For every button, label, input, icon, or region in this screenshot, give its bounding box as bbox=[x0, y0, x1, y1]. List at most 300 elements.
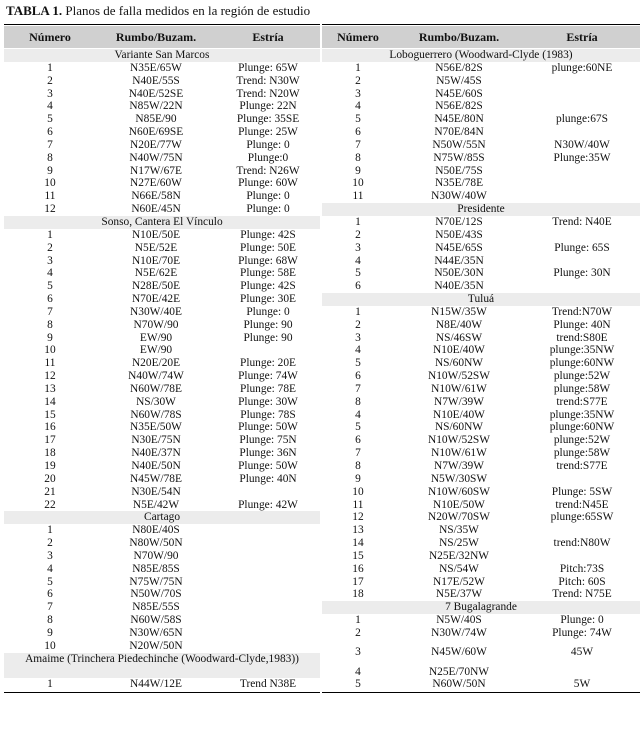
cell-estria: Plunge: 90 bbox=[243, 318, 293, 331]
cell-rumbo: N10E/40W bbox=[433, 408, 485, 421]
cell-estria: Plunge: 78S bbox=[240, 408, 296, 421]
cell-rumbo: N80E/40S bbox=[132, 524, 180, 537]
cell-estria: Trend: N40E bbox=[552, 215, 612, 228]
cell-estria: plunge:60NE bbox=[551, 61, 613, 74]
cell-numero: 10 bbox=[44, 177, 56, 190]
cell-estria: Plunge: 40N bbox=[239, 472, 297, 485]
cell-rumbo: NS/46SW bbox=[435, 331, 483, 344]
table-row bbox=[322, 100, 640, 113]
cell-rumbo: N85E/55S bbox=[132, 601, 180, 614]
table-row bbox=[322, 152, 640, 165]
cell-rumbo: N20E/77W bbox=[130, 138, 182, 151]
cell-rumbo: N5E/42W bbox=[132, 498, 180, 511]
cell-estria: Plunge: 58E bbox=[239, 267, 296, 280]
cell-estria: Plunge: 25W bbox=[238, 126, 298, 139]
cell-estria: Plunge: 50W bbox=[238, 460, 298, 472]
table-row bbox=[322, 486, 640, 499]
cell-estria: Trend: N20W bbox=[236, 87, 300, 100]
cell-numero: 2 bbox=[355, 74, 361, 87]
cell-rumbo: N70E/42E bbox=[131, 293, 181, 306]
cell-rumbo: N28E/50E bbox=[131, 280, 181, 293]
table-row bbox=[4, 190, 320, 203]
cell-rumbo: N8E/40W bbox=[435, 318, 483, 331]
cell-rumbo: N50E/75S bbox=[435, 164, 483, 177]
cell-estria: Plunge: 0 bbox=[246, 138, 290, 151]
table-row bbox=[4, 486, 320, 499]
cell-numero: 1 bbox=[47, 524, 53, 537]
table-row bbox=[322, 319, 640, 332]
section-heading: Amaime (Trinchera Piedechinche (Woodward-Clyde,1983)) bbox=[4, 653, 320, 679]
cell-estria: Plunge:35W bbox=[553, 151, 611, 164]
cell-estria: Plunge: 42S bbox=[240, 280, 296, 293]
table-row bbox=[4, 434, 320, 447]
table-row bbox=[322, 126, 640, 139]
table-row bbox=[322, 447, 640, 460]
cell-rumbo: N40E/52SE bbox=[128, 87, 184, 100]
cell-estria: Plunge: 90 bbox=[243, 331, 293, 344]
cell-estria: Plunge: 30W bbox=[238, 395, 298, 408]
cell-estria: trend:N80W bbox=[553, 537, 611, 550]
cell-estria: plunge:52W bbox=[553, 370, 611, 383]
cell-estria: Plunge: 30N bbox=[553, 267, 611, 280]
cell-numero: 5 bbox=[47, 280, 53, 293]
cell-numero: 8 bbox=[355, 151, 361, 164]
table-row bbox=[4, 601, 320, 614]
cell-estria: Plunge: 0 bbox=[246, 190, 290, 203]
cell-estria: Pitch: 60S bbox=[558, 575, 606, 588]
cell-estria: Plunge: 50E bbox=[239, 241, 296, 254]
cell-estria: 45W bbox=[570, 645, 594, 658]
table-row bbox=[322, 627, 640, 640]
cell-numero: 10 bbox=[352, 177, 364, 190]
cell-numero: 3 bbox=[355, 331, 361, 344]
cell-numero: 1 bbox=[47, 228, 53, 241]
table-row bbox=[4, 588, 320, 601]
table-row bbox=[322, 473, 640, 486]
table-row bbox=[322, 563, 640, 576]
cell-rumbo: N56E/82S bbox=[435, 61, 483, 74]
cell-estria: Plunge: 68W bbox=[238, 254, 298, 267]
cell-estria: trend:S77E bbox=[556, 460, 608, 472]
cell-rumbo: N35E/65W bbox=[130, 61, 182, 74]
cell-rumbo: N5E/52E bbox=[134, 241, 178, 254]
cell-estria: Plunge: 74W bbox=[238, 370, 298, 383]
table-row bbox=[322, 460, 640, 473]
table-row bbox=[322, 344, 640, 357]
cell-estria: N30W/40W bbox=[554, 138, 610, 151]
top-rule bbox=[4, 24, 320, 25]
cell-rumbo: N45W/60W bbox=[431, 645, 487, 658]
cell-numero: 8 bbox=[47, 151, 53, 164]
cell-rumbo: N50E/30N bbox=[434, 267, 484, 280]
caption-text: Planos de falla medidos en la región de estudio bbox=[65, 3, 311, 18]
cell-estria: plunge:35NW bbox=[549, 408, 615, 421]
cell-numero: 7 bbox=[47, 305, 53, 318]
bottom-rule bbox=[322, 692, 640, 693]
header-estria: Estría bbox=[252, 30, 284, 44]
table-row bbox=[4, 113, 320, 126]
cell-rumbo: N66E/58N bbox=[131, 190, 181, 203]
cell-rumbo: N30W/74W bbox=[431, 626, 487, 639]
cell-estria: trend:S77E bbox=[556, 395, 608, 408]
section-heading: 7 Bugalagrande bbox=[322, 601, 640, 614]
cell-numero: 5 bbox=[355, 357, 361, 370]
cell-estria: Plunge: 0 bbox=[246, 305, 290, 318]
table-row bbox=[4, 550, 320, 563]
header-numero: Número bbox=[29, 30, 71, 44]
table-row bbox=[322, 88, 640, 101]
table-row bbox=[4, 139, 320, 152]
cell-numero: 8 bbox=[47, 318, 53, 331]
table-row bbox=[4, 640, 320, 653]
cell-estria: Plunge: 35SE bbox=[236, 113, 300, 126]
cell-rumbo: N10E/70E bbox=[131, 254, 181, 267]
table-row bbox=[322, 139, 640, 152]
cell-numero: 2 bbox=[355, 228, 361, 241]
table-row bbox=[4, 177, 320, 190]
cell-rumbo: N10E/40W bbox=[433, 344, 485, 357]
cell-rumbo: N40E/55S bbox=[132, 74, 180, 87]
table-row bbox=[4, 678, 320, 691]
cell-numero: 11 bbox=[44, 357, 56, 370]
cell-numero: 7 bbox=[47, 601, 53, 614]
table-row bbox=[4, 165, 320, 178]
table-row bbox=[322, 640, 640, 666]
table-row bbox=[4, 319, 320, 332]
cell-numero: 3 bbox=[47, 87, 53, 100]
cell-numero: 7 bbox=[355, 138, 361, 151]
cell-rumbo: N40E/50N bbox=[131, 460, 181, 472]
cell-numero: 3 bbox=[47, 254, 53, 267]
cell-estria: Plunge: 75N bbox=[239, 434, 297, 447]
cell-numero: 11 bbox=[44, 190, 56, 203]
cell-numero: 7 bbox=[355, 382, 361, 395]
cell-rumbo: N44E/35N bbox=[434, 254, 484, 267]
cell-numero: 5 bbox=[47, 575, 53, 588]
cell-rumbo: N80W/50N bbox=[129, 537, 183, 550]
cell-numero: 17 bbox=[352, 575, 364, 588]
cell-numero: 8 bbox=[47, 614, 53, 627]
cell-estria: Plunge: 36N bbox=[239, 447, 297, 460]
cell-rumbo: NS/60NW bbox=[434, 421, 484, 434]
table-row bbox=[322, 576, 640, 589]
cell-numero: 6 bbox=[355, 126, 361, 139]
cell-rumbo: N40W/75N bbox=[129, 151, 183, 164]
cell-numero: 20 bbox=[44, 472, 56, 485]
cell-rumbo: N45E/65S bbox=[435, 241, 483, 254]
cell-numero: 13 bbox=[44, 382, 56, 395]
cell-numero: 1 bbox=[355, 61, 361, 74]
table-row bbox=[4, 460, 320, 473]
cell-numero: 11 bbox=[352, 498, 364, 511]
cell-rumbo: N10E/50E bbox=[131, 228, 181, 241]
cell-numero: 6 bbox=[355, 434, 361, 447]
cell-numero: 3 bbox=[47, 549, 53, 562]
table-row bbox=[322, 75, 640, 88]
cell-numero: 2 bbox=[47, 74, 53, 87]
cell-rumbo: N60W/78S bbox=[130, 408, 182, 421]
cell-rumbo: N45E/60S bbox=[435, 87, 483, 100]
table-row bbox=[322, 511, 640, 524]
table-row bbox=[4, 126, 320, 139]
cell-numero: 2 bbox=[47, 241, 53, 254]
cell-numero: 10 bbox=[352, 485, 364, 498]
table-row bbox=[4, 280, 320, 293]
cell-rumbo: N10W/52SW bbox=[427, 370, 490, 383]
table-row bbox=[4, 255, 320, 268]
cell-rumbo: N56E/82S bbox=[435, 100, 483, 113]
cell-estria: plunge:52W bbox=[553, 434, 611, 447]
cell-numero: 2 bbox=[355, 626, 361, 639]
cell-numero: 3 bbox=[355, 645, 361, 658]
table-row bbox=[322, 550, 640, 563]
cell-estria: plunge:67S bbox=[556, 113, 608, 126]
table-row bbox=[4, 576, 320, 589]
table-row bbox=[4, 614, 320, 627]
cell-rumbo: N50W/70S bbox=[130, 588, 182, 601]
cell-estria: Plunge: 50W bbox=[238, 421, 298, 434]
cell-rumbo: N35E/50W bbox=[130, 421, 182, 434]
cell-numero: 10 bbox=[44, 639, 56, 652]
header-estria: Estría bbox=[566, 30, 598, 44]
cell-numero: 7 bbox=[47, 138, 53, 151]
table-row bbox=[4, 357, 320, 370]
table-row bbox=[4, 370, 320, 383]
cell-numero: 19 bbox=[44, 460, 56, 472]
cell-estria: Plunge: 65S bbox=[554, 241, 610, 254]
cell-rumbo: N85E/85S bbox=[132, 562, 180, 575]
cell-estria: Trend: N30W bbox=[236, 74, 300, 87]
cell-rumbo: N85E/90 bbox=[135, 113, 177, 126]
cell-rumbo: N50E/43S bbox=[435, 228, 483, 241]
cell-rumbo: N5W/45S bbox=[436, 74, 482, 87]
cell-rumbo: N45E/80N bbox=[434, 113, 484, 126]
table-row bbox=[4, 267, 320, 280]
caption-label: TABLA 1. bbox=[6, 3, 63, 18]
cell-rumbo: N30W/40W bbox=[431, 190, 487, 203]
cell-rumbo: N75W/75N bbox=[129, 575, 183, 588]
table-row bbox=[4, 524, 320, 537]
cell-numero: 5 bbox=[355, 113, 361, 126]
section-heading: Cartago bbox=[4, 511, 320, 524]
section-heading: Presidente bbox=[322, 203, 640, 216]
cell-numero: 14 bbox=[44, 395, 56, 408]
cell-rumbo: N30W/40E bbox=[130, 305, 182, 318]
cell-numero: 5 bbox=[47, 113, 53, 126]
table-row bbox=[322, 332, 640, 345]
cell-estria: Plunge: 40N bbox=[553, 318, 611, 331]
cell-rumbo: N17E/52W bbox=[433, 575, 485, 588]
cell-numero: 3 bbox=[355, 87, 361, 100]
table-row bbox=[322, 614, 640, 627]
cell-numero: 5 bbox=[355, 421, 361, 434]
table-row bbox=[322, 666, 640, 679]
cell-numero: 3 bbox=[355, 241, 361, 254]
cell-estria: Plunge: 20E bbox=[239, 357, 296, 370]
cell-rumbo: N10W/61W bbox=[431, 382, 487, 395]
cell-estria: Trend N38E bbox=[239, 678, 297, 691]
cell-numero: 9 bbox=[355, 164, 361, 177]
section-heading: Variante San Marcos bbox=[4, 49, 320, 62]
table-row bbox=[322, 255, 640, 268]
cell-rumbo: N70W/90 bbox=[133, 549, 179, 562]
table-row bbox=[4, 75, 320, 88]
table-row bbox=[322, 537, 640, 550]
table-row bbox=[322, 190, 640, 203]
table-row bbox=[322, 421, 640, 434]
cell-estria: Trend: N75E bbox=[552, 588, 612, 601]
table-row bbox=[4, 203, 320, 216]
cell-rumbo: NS/54W bbox=[439, 562, 479, 575]
cell-numero: 9 bbox=[47, 164, 53, 177]
cell-numero: 1 bbox=[355, 614, 361, 627]
table-row bbox=[322, 177, 640, 190]
cell-estria: plunge:60NW bbox=[549, 357, 615, 370]
table-row bbox=[322, 370, 640, 383]
table-row bbox=[4, 306, 320, 319]
cell-rumbo: N25E/32NW bbox=[428, 549, 490, 562]
cell-numero: 12 bbox=[44, 370, 56, 383]
cell-rumbo: N27E/60W bbox=[130, 177, 182, 190]
cell-rumbo: N75W/85S bbox=[433, 151, 485, 164]
table-row bbox=[322, 357, 640, 370]
cell-numero: 6 bbox=[355, 370, 361, 383]
cell-estria: Plunge: 0 bbox=[246, 203, 290, 216]
table-row bbox=[4, 409, 320, 422]
cell-rumbo: NS/25W bbox=[439, 537, 479, 550]
cell-rumbo: NS/30W bbox=[136, 395, 176, 408]
cell-numero: 4 bbox=[47, 100, 53, 113]
table-row bbox=[4, 152, 320, 165]
cell-estria: plunge:65SW bbox=[550, 511, 614, 524]
cell-rumbo: N5E/37W bbox=[435, 588, 483, 601]
cell-numero: 4 bbox=[355, 408, 361, 421]
table-row bbox=[322, 62, 640, 75]
cell-rumbo: N10W/60SW bbox=[427, 485, 490, 498]
table-row bbox=[322, 113, 640, 126]
cell-numero: 10 bbox=[44, 344, 56, 357]
cell-estria: Pitch:73S bbox=[559, 562, 605, 575]
cell-numero: 2 bbox=[47, 537, 53, 550]
cell-numero: 18 bbox=[44, 447, 56, 460]
table-row bbox=[322, 678, 640, 691]
cell-rumbo: N20E/20E bbox=[131, 357, 181, 370]
table-row bbox=[322, 499, 640, 512]
right-rows bbox=[322, 49, 640, 691]
cell-rumbo: N5W/30SW bbox=[430, 472, 488, 485]
table-row bbox=[322, 306, 640, 319]
cell-estria: plunge:60NW bbox=[549, 421, 615, 434]
table-row bbox=[4, 62, 320, 75]
table-row bbox=[4, 383, 320, 396]
table-row bbox=[322, 409, 640, 422]
cell-rumbo: N60E/45N bbox=[131, 203, 181, 216]
table-row bbox=[4, 537, 320, 550]
cell-numero: 4 bbox=[355, 100, 361, 113]
cell-numero: 6 bbox=[47, 126, 53, 139]
header-rumbo: Rumbo/Buzam. bbox=[115, 30, 197, 44]
cell-estria: plunge:35NW bbox=[549, 344, 615, 357]
cell-rumbo: N70E/84N bbox=[434, 126, 484, 139]
section-heading: Tuluá bbox=[322, 293, 640, 306]
cell-estria: Plunge:0 bbox=[247, 151, 289, 164]
table-row bbox=[4, 473, 320, 486]
cell-numero: 7 bbox=[355, 447, 361, 460]
cell-rumbo: N30W/65N bbox=[129, 626, 183, 639]
cell-rumbo: N70E/12S bbox=[435, 215, 483, 228]
table-row bbox=[322, 165, 640, 178]
table-row bbox=[4, 332, 320, 345]
table-row bbox=[322, 267, 640, 280]
cell-numero: 4 bbox=[355, 665, 361, 678]
cell-rumbo: N45W/78E bbox=[130, 472, 182, 485]
cell-rumbo: N10E/50W bbox=[433, 498, 485, 511]
cell-numero: 17 bbox=[44, 434, 56, 447]
cell-rumbo: N60W/50N bbox=[432, 678, 486, 691]
cell-estria: Plunge: 74W bbox=[552, 626, 612, 639]
cell-rumbo: N7W/39W bbox=[434, 460, 484, 472]
cell-numero: 22 bbox=[44, 498, 56, 511]
cell-estria: 5W bbox=[573, 678, 591, 691]
cell-rumbo: N60W/78E bbox=[130, 382, 182, 395]
cell-rumbo: N10W/61W bbox=[431, 447, 487, 460]
cell-rumbo: N40E/35N bbox=[434, 280, 484, 293]
cell-numero: 11 bbox=[352, 190, 364, 203]
table-row bbox=[4, 499, 320, 512]
table-row bbox=[322, 588, 640, 601]
cell-numero: 4 bbox=[47, 267, 53, 280]
cell-numero: 1 bbox=[355, 305, 361, 318]
cell-rumbo: N30E/75N bbox=[131, 434, 181, 447]
cell-numero: 4 bbox=[355, 254, 361, 267]
table-row bbox=[322, 229, 640, 242]
header-numero: Número bbox=[337, 30, 379, 44]
cell-estria: Trend: N26W bbox=[236, 164, 300, 177]
cell-rumbo: N5E/62E bbox=[134, 267, 178, 280]
cell-rumbo: N60E/69SE bbox=[128, 126, 184, 139]
table-header bbox=[4, 26, 320, 48]
cell-rumbo: N25E/70NW bbox=[428, 665, 490, 678]
cell-numero: 9 bbox=[355, 472, 361, 485]
cell-estria: Trend:N70W bbox=[551, 305, 613, 318]
table-row bbox=[322, 383, 640, 396]
section-heading: Sonso, Cantera El Vínculo bbox=[4, 216, 320, 229]
cell-numero: 5 bbox=[355, 678, 361, 691]
cell-numero: 21 bbox=[44, 485, 56, 498]
cell-numero: 15 bbox=[352, 549, 364, 562]
cell-numero: 1 bbox=[47, 61, 53, 74]
table-row bbox=[4, 100, 320, 113]
cell-numero: 16 bbox=[352, 562, 364, 575]
cell-estria: Plunge: 42S bbox=[240, 228, 296, 241]
cell-numero: 12 bbox=[44, 203, 56, 216]
cell-numero: 13 bbox=[352, 524, 364, 537]
table-row bbox=[4, 344, 320, 357]
table-row bbox=[4, 293, 320, 306]
cell-numero: 2 bbox=[355, 318, 361, 331]
cell-numero: 9 bbox=[47, 331, 53, 344]
cell-estria: trend:N45E bbox=[555, 498, 609, 511]
cell-numero: 15 bbox=[44, 408, 56, 421]
cell-estria: Plunge: 65W bbox=[238, 61, 298, 74]
cell-rumbo: N5W/40S bbox=[436, 614, 482, 627]
table-row bbox=[322, 396, 640, 409]
cell-numero: 1 bbox=[47, 678, 53, 691]
cell-rumbo: NS/35W bbox=[439, 524, 479, 537]
table-row bbox=[322, 280, 640, 293]
cell-numero: 8 bbox=[355, 395, 361, 408]
table-caption bbox=[6, 3, 310, 19]
